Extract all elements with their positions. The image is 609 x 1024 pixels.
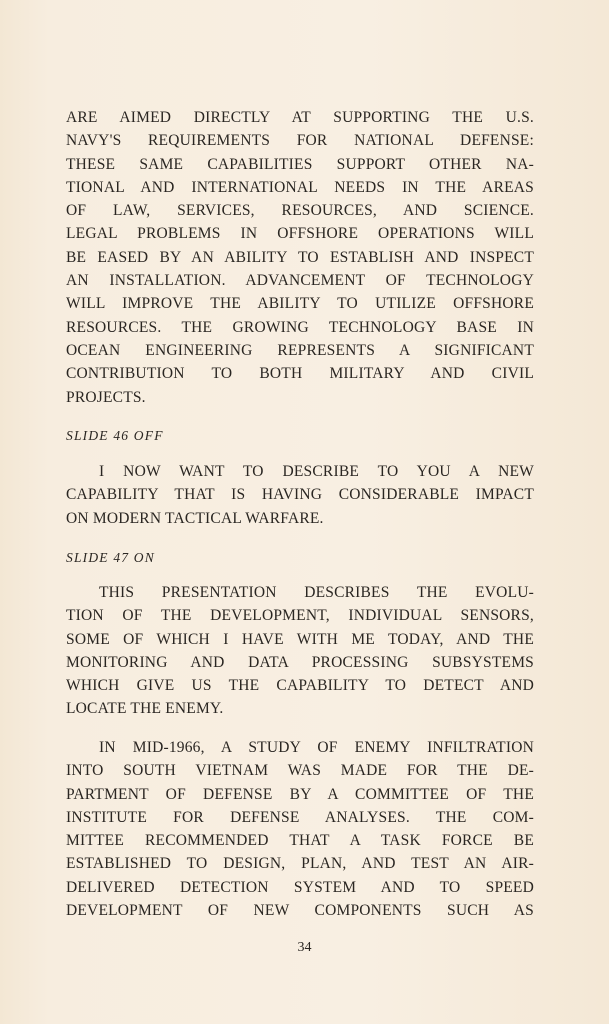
text-line: MITTEE RECOMMENDED THAT A TASK FORCE BE bbox=[66, 832, 534, 850]
text-line: CAPABILITY THAT IS HAVING CONSIDERABLE IMPACT bbox=[66, 486, 534, 504]
paragraph-3 bbox=[66, 581, 534, 721]
text-line: DEVELOPMENT OF NEW COMPONENTS SUCH AS bbox=[66, 902, 534, 920]
text-line: CONTRIBUTION TO BOTH MILITARY AND CIVIL bbox=[66, 365, 534, 383]
page-number: 34 bbox=[297, 940, 312, 955]
text-line: INTO SOUTH VIETNAM WAS MADE FOR THE DE- bbox=[66, 762, 534, 780]
text-line: DELIVERED DETECTION SYSTEM AND TO SPEED bbox=[66, 878, 534, 896]
text-line: ESTABLISHED TO DESIGN, PLAN, AND TEST AN AIR- bbox=[66, 855, 534, 873]
text-line: BE EASED BY AN ABILITY TO ESTABLISH AND INSPECT bbox=[66, 248, 534, 266]
text-line: PARTMENT OF DEFENSE BY A COMMITTEE OF THE bbox=[66, 785, 534, 803]
text-line: I NOW WANT TO DESCRIBE TO YOU A NEW bbox=[99, 463, 534, 480]
text-line: THESE SAME CAPABILITIES SUPPORT OTHER NA- bbox=[66, 155, 534, 173]
text-line: TION OF THE DEVELOPMENT, INDIVIDUAL SENSORS, bbox=[66, 607, 534, 625]
text-line: PROJECTS. bbox=[66, 388, 146, 406]
text-line: RESOURCES. THE GROWING TECHNOLOGY BASE IN bbox=[66, 318, 534, 336]
text-line: NAVY'S REQUIREMENTS FOR NATIONAL DEFENSE: bbox=[66, 132, 534, 150]
text-line: SOME OF WHICH I HAVE WITH ME TODAY, AND THE bbox=[66, 630, 534, 648]
text-line: WILL IMPROVE THE ABILITY TO UTILIZE OFFSHORE bbox=[66, 295, 534, 313]
slide-cue-46: SLIDE 46 OFF bbox=[66, 428, 164, 443]
text-line: OF LAW, SERVICES, RESOURCES, AND SCIENCE. bbox=[66, 202, 534, 220]
text-line: IN MID-1966, A STUDY OF ENEMY INFILTRATION bbox=[99, 739, 534, 756]
text-line: MONITORING AND DATA PROCESSING SUBSYSTEMS bbox=[66, 653, 534, 671]
text-line: WHICH GIVE US THE CAPABILITY TO DETECT AND bbox=[66, 677, 534, 695]
text-line: ARE AIMED DIRECTLY AT SUPPORTING THE U.S. bbox=[66, 109, 534, 126]
paragraph-1 bbox=[66, 106, 534, 409]
text-line: OCEAN ENGINEERING REPRESENTS A SIGNIFICANT bbox=[66, 341, 534, 359]
slide-cue-47: SLIDE 47 ON bbox=[66, 550, 155, 565]
text-line: LEGAL PROBLEMS IN OFFSHORE OPERATIONS WILL bbox=[66, 225, 534, 243]
text-line: ON MODERN TACTICAL WARFARE. bbox=[66, 509, 324, 527]
text-line: AN INSTALLATION. ADVANCEMENT OF TECHNOLOGY bbox=[66, 272, 534, 290]
paragraph-4 bbox=[66, 736, 534, 922]
text-line: THIS PRESENTATION DESCRIBES THE EVOLU- bbox=[99, 584, 534, 601]
text-line: LOCATE THE ENEMY. bbox=[66, 700, 224, 718]
text-line: TIONAL AND INTERNATIONAL NEEDS IN THE AREAS bbox=[66, 178, 534, 196]
text-line: INSTITUTE FOR DEFENSE ANALYSES. THE COM- bbox=[66, 808, 534, 826]
paragraph-2 bbox=[66, 460, 534, 530]
